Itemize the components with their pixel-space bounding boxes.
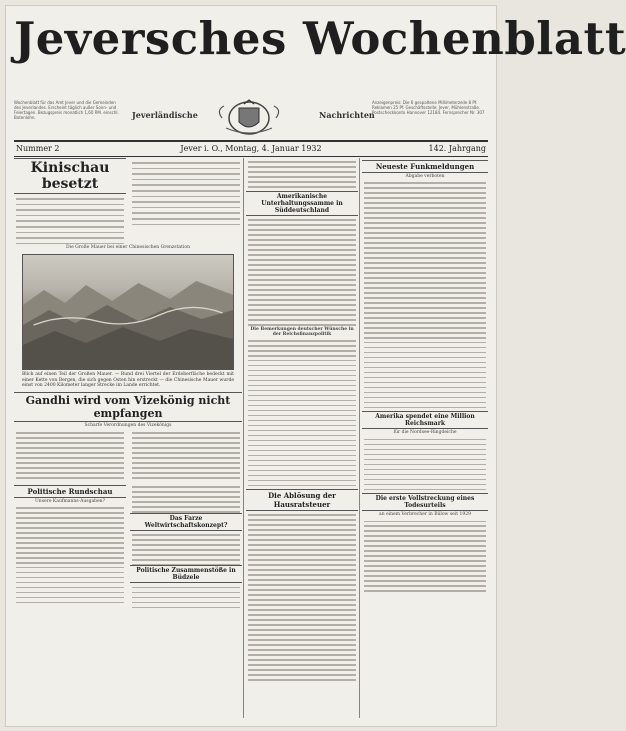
column-divider bbox=[243, 158, 244, 718]
article-text bbox=[246, 219, 358, 325]
issue-number: Nummer 2 bbox=[16, 144, 60, 153]
article-text bbox=[362, 439, 488, 490]
subhead-bemerkungen: Die Bemerkungen deutscher Wünsche in der Reichsfinanzpolitik bbox=[250, 326, 354, 337]
article-text bbox=[362, 521, 488, 592]
column-right bbox=[362, 158, 488, 592]
headline-todesurteil-sub: an einem Verbrecher in Bülow seit 1929 bbox=[379, 512, 471, 518]
mountain-landscape-icon bbox=[23, 255, 233, 369]
column-divider bbox=[359, 158, 360, 718]
headline-zusammenstoesse: Politische Zusammenstöße in Büdzele bbox=[130, 565, 242, 583]
article-text bbox=[362, 182, 488, 408]
masthead-right-notice: Anzeigenpreis: Die 6 gespaltene Millimeterzeile 8 Pf. Reklamen 25 Pf. Geschäftsstelle: Jever, Mühlenstraße. Postscheckkonto Hannover 12184. Fernsprecher Nr. 307 bbox=[372, 100, 485, 115]
volume-year: 142. Jahrgang bbox=[428, 144, 486, 153]
article-text bbox=[14, 198, 126, 244]
article-text bbox=[130, 534, 242, 566]
headline-amerika-sub: für die Nordsee-Ringdeiche bbox=[393, 430, 457, 436]
headline-funkmeldungen: Neueste Funkmeldungen bbox=[362, 160, 488, 173]
headline-kinischau: Kinischau besetzt bbox=[14, 158, 126, 194]
article-text bbox=[246, 514, 358, 680]
great-wall-photo bbox=[22, 254, 234, 370]
masthead-left-notice: Wochenblatt für das Amt Jever und die Gemeinden des Jeverlandes. Erscheint täglich außer Sonn- und Feiertagen. Bezugspreis monatlich 1,60 RM. einschl. Botenlohn. bbox=[14, 100, 119, 120]
headline-todesurteil: Die erste Vollstreckung eines Todesurteils bbox=[362, 493, 488, 511]
column-left bbox=[14, 158, 242, 608]
article-text bbox=[14, 507, 126, 603]
newspaper-page bbox=[6, 6, 626, 726]
photo-caption: Blick auf einen Teil der Großen Mauer. — Rund drei Viertel der Erdoberfläche bedeckt mit einer Kette von Bergen, die sich gegen Osten hin erstreckt — die Chinesische Mauer wurde einst von 2400 Kilometer langer Strecke im Lande errichtet. bbox=[22, 372, 234, 389]
article-text bbox=[14, 429, 126, 479]
masthead bbox=[14, 12, 626, 137]
headline-weltwirtschaft: Das Farze Weltwirtschaftskonzept? bbox=[130, 513, 242, 531]
headline-hausratsteuer: Die Ablösung der Hausratsteuer bbox=[246, 489, 358, 511]
headline-rundschau-sub: Unsere Kaufmanns-Ausgaben? bbox=[35, 498, 105, 504]
masthead-subtitle-left: Jeverländische bbox=[132, 110, 198, 120]
photo-title: Die Große Mauer bei einer Chinesischen Grenzstation bbox=[66, 245, 190, 251]
headline-amerikanische: Amerikanische Unterhaltungssamme in Süddeutschland bbox=[246, 191, 358, 216]
article-text bbox=[130, 486, 242, 513]
column-middle bbox=[246, 158, 358, 681]
headline-funkmeldungen-sub: Abgabe verboten bbox=[405, 174, 445, 179]
article-text bbox=[246, 340, 358, 486]
headline-gandhi-sub: Scharfe Verordnungen des Vizekönigs bbox=[84, 422, 172, 428]
masthead-subtitle-right: Nachrichten bbox=[319, 110, 375, 120]
headline-amerika-spendet: Amerika spendet eine Million Reichsmark bbox=[362, 411, 488, 429]
newspaper-title: Jeversches Wochenblatt bbox=[14, 12, 626, 65]
dateline-bar bbox=[14, 140, 488, 157]
article-text bbox=[130, 162, 242, 225]
headline-gandhi: Gandhi wird vom Vizekönig nicht empfangen bbox=[14, 392, 242, 422]
article-text bbox=[246, 161, 358, 188]
headline-rundschau: Politische Rundschau bbox=[14, 485, 126, 498]
article-text bbox=[130, 587, 242, 609]
coat-of-arms-icon bbox=[214, 98, 284, 136]
article-text bbox=[130, 429, 242, 479]
issue-date: Jever i. O., Montag, 4. Januar 1932 bbox=[180, 144, 322, 153]
